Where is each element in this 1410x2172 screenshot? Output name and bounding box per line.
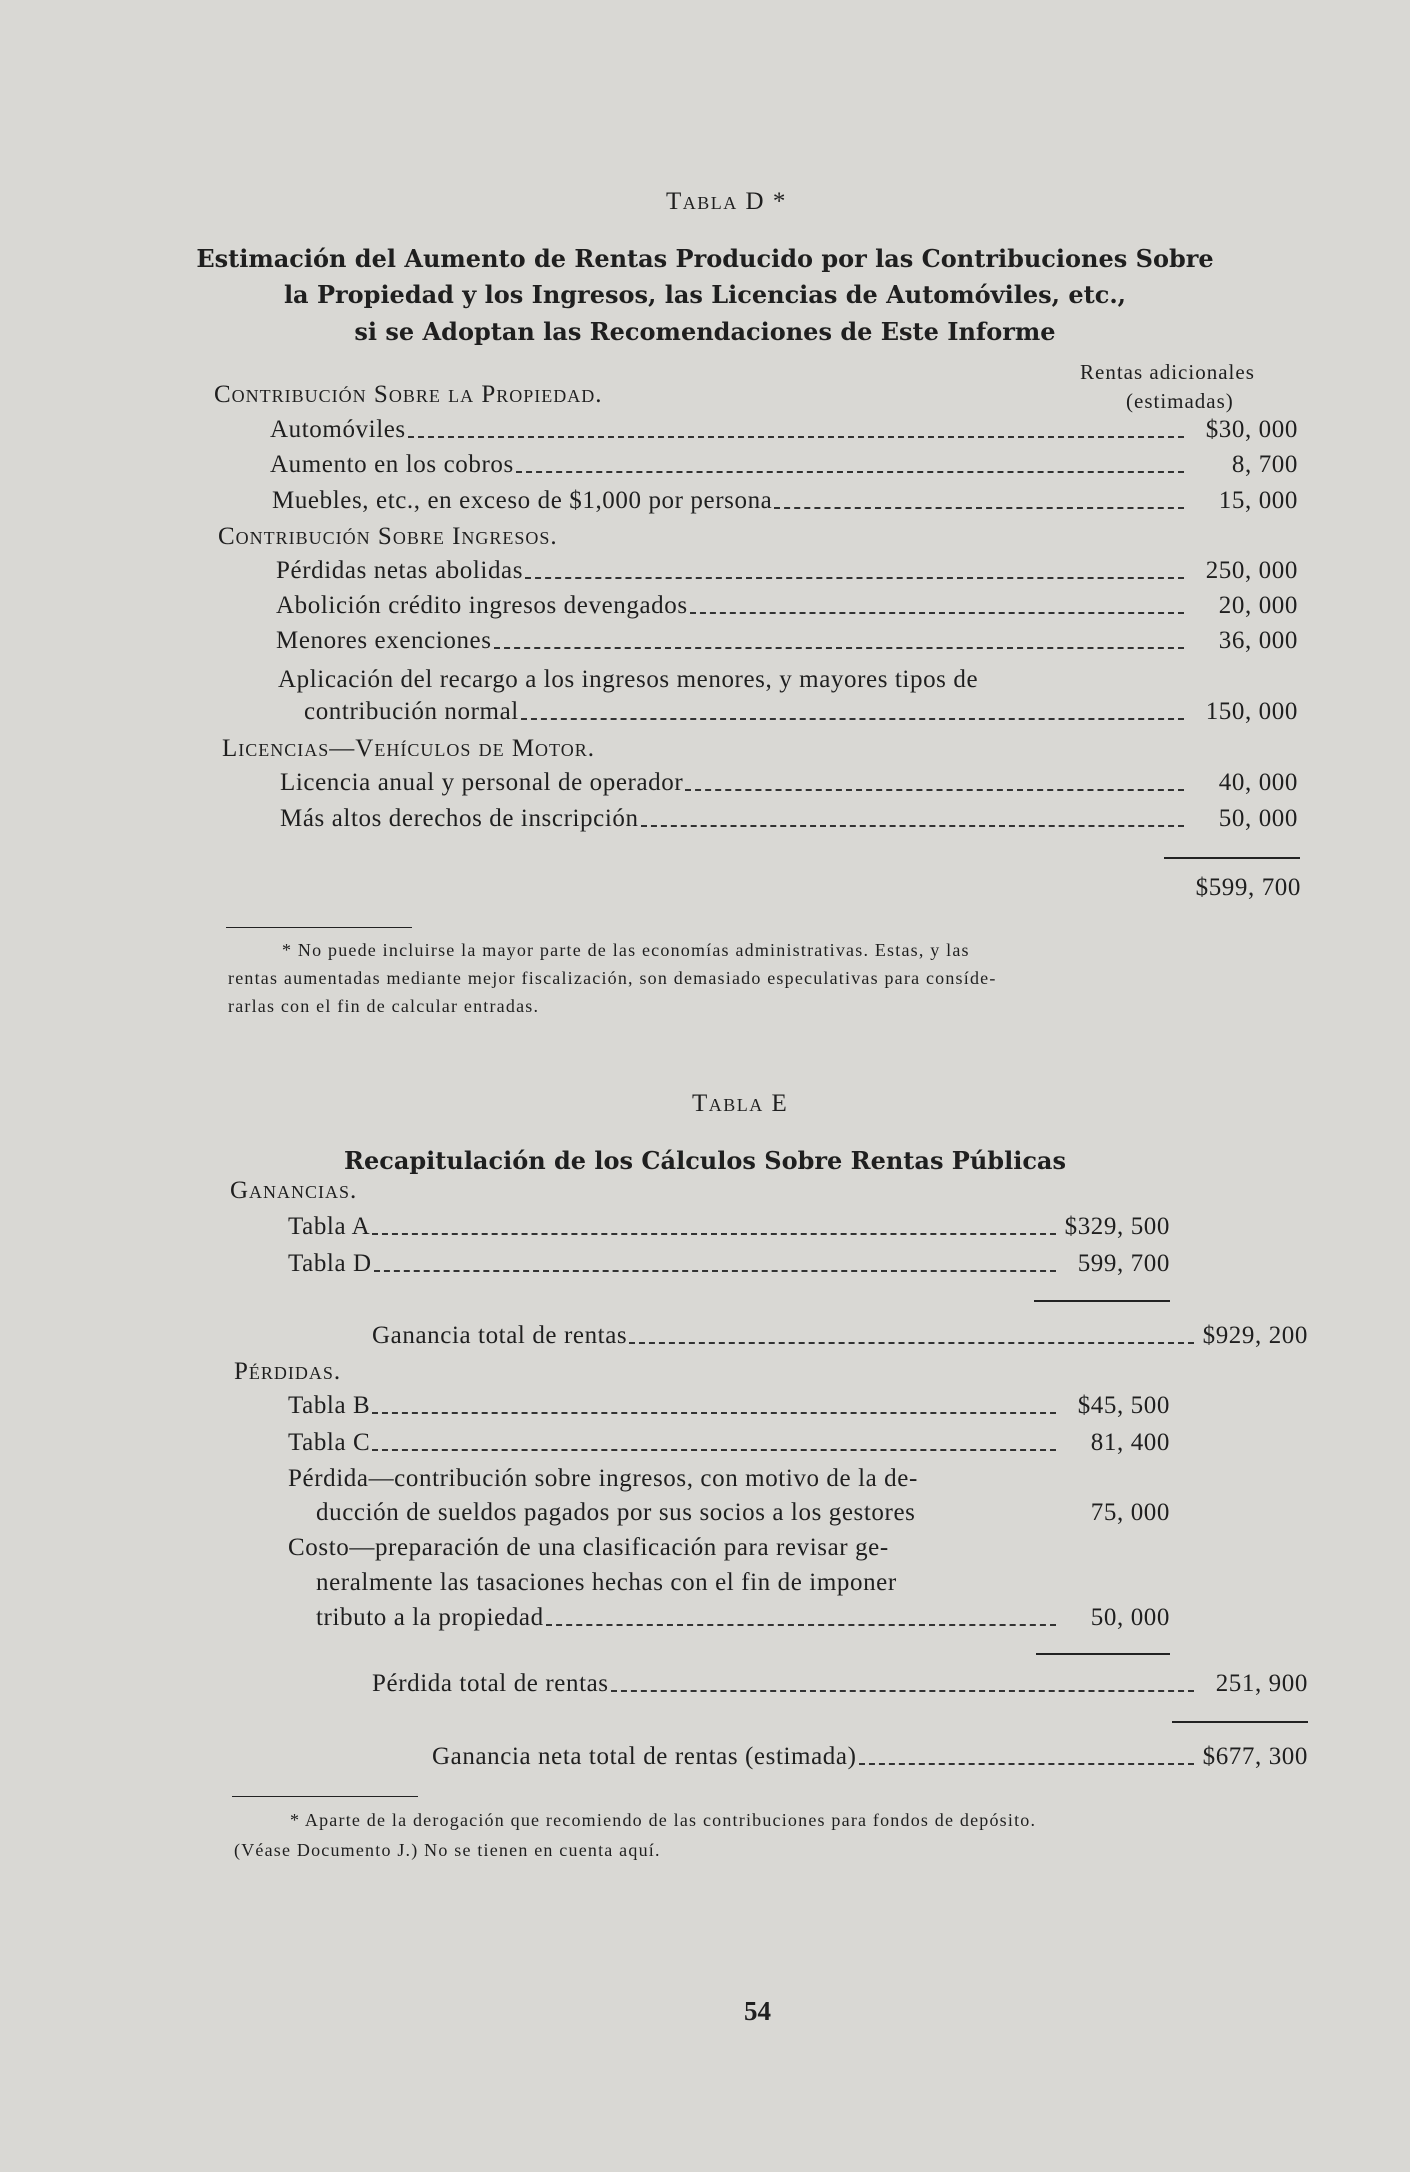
table-row: Licencia anual y personal de operador 40, 000 xyxy=(280,769,1298,796)
table-row-label-line2: neralmente las tasaciones hechas con el fin de imponer xyxy=(316,1569,897,1596)
tabla-d-heading-line1: Estimación del Aumento de Rentas Producido por las Contribuciones Sobre xyxy=(196,244,1214,273)
table-row: Abolición crédito ingresos devengados 20, 000 xyxy=(276,592,1298,619)
section-contribucion-ingresos: Contribución Sobre Ingresos. xyxy=(218,523,558,550)
footnote-line2: rentas aumentadas mediante mejor fiscalización, son demasiado especulativas para consíde- xyxy=(228,968,997,988)
subtotal-rule xyxy=(1034,1300,1170,1302)
table-row: Tabla D 599, 700 xyxy=(288,1250,1170,1277)
total-rule xyxy=(1172,1721,1308,1723)
section-contribucion-propiedad: Contribución Sobre la Propiedad. xyxy=(214,381,603,408)
table-row: Tabla A $329, 500 xyxy=(288,1213,1170,1240)
total-rule xyxy=(1164,857,1300,859)
table-row: Tabla C 81, 400 xyxy=(288,1429,1170,1456)
subtotal-rule xyxy=(1036,1653,1170,1655)
section-perdidas: Pérdidas. xyxy=(234,1358,342,1385)
table-row: Tabla B $45, 500 xyxy=(288,1392,1170,1419)
table-row-total: Pérdida total de rentas 251, 900 xyxy=(372,1670,1308,1697)
footnote-line3: rarlas con el fin de calcular entradas. xyxy=(228,996,540,1016)
section-ganancias: Ganancias. xyxy=(230,1177,358,1204)
page-number: 54 xyxy=(744,1996,771,2026)
table-row: tributo a la propiedad 50, 000 xyxy=(316,1604,1170,1631)
table-row: Muebles, etc., en exceso de $1,000 por persona 15, 000 xyxy=(272,487,1298,514)
footnote-rule xyxy=(232,1796,418,1797)
column-header-line2: (estimadas) xyxy=(1126,389,1234,413)
tabla-d-title: Tabla D * xyxy=(666,188,787,215)
table-row: ducción de sueldos pagados por sus socios a los gestores 75, 000 xyxy=(316,1499,1170,1526)
column-header-line1: Rentas adicionales xyxy=(1080,360,1255,384)
table-row-label-line1: Aplicación del recargo a los ingresos menores, y mayores tipos de xyxy=(278,666,979,693)
table-row: Aumento en los cobros 8, 700 xyxy=(270,451,1298,478)
tabla-d-total: $599, 700 xyxy=(1195,874,1301,901)
table-row-label-line1: Pérdida—contribución sobre ingresos, con motivo de la de- xyxy=(288,1465,918,1492)
footnote-line2: (Véase Documento J.) No se tienen en cuenta aquí. xyxy=(234,1840,661,1860)
section-licencias-vehiculos: Licencias—Vehículos de Motor. xyxy=(222,735,595,762)
table-row: contribución normal 150, 000 xyxy=(304,698,1298,725)
table-row-total: Ganancia total de rentas $929, 200 xyxy=(372,1322,1308,1349)
tabla-d-heading-line3: si se Adoptan las Recomendaciones de Este Informe xyxy=(354,317,1056,346)
table-row-net-total: Ganancia neta total de rentas (estimada) $677, 300 xyxy=(432,1743,1308,1770)
table-row: Más altos derechos de inscripción 50, 000 xyxy=(280,805,1298,832)
tabla-d-heading-line2: la Propiedad y los Ingresos, las Licencias de Automóviles, etc., xyxy=(283,280,1127,309)
footnote-rule xyxy=(226,927,412,928)
footnote-line1: * Aparte de la derogación que recomiendo de las contribuciones para fondos de depósito. xyxy=(290,1810,1037,1830)
footnote-line1: * No puede incluirse la mayor parte de las economías administrativas. Estas, y las xyxy=(282,940,970,960)
table-row: Pérdidas netas abolidas 250, 000 xyxy=(276,557,1298,584)
table-row: Automóviles $30, 000 xyxy=(270,416,1298,443)
tabla-e-title: Tabla E xyxy=(692,1090,789,1117)
table-row-label-line1: Costo—preparación de una clasificación para revisar ge- xyxy=(288,1534,889,1561)
table-row: Menores exenciones 36, 000 xyxy=(276,627,1298,654)
tabla-e-heading: Recapitulación de los Cálculos Sobre Rentas Públicas xyxy=(344,1146,1066,1175)
